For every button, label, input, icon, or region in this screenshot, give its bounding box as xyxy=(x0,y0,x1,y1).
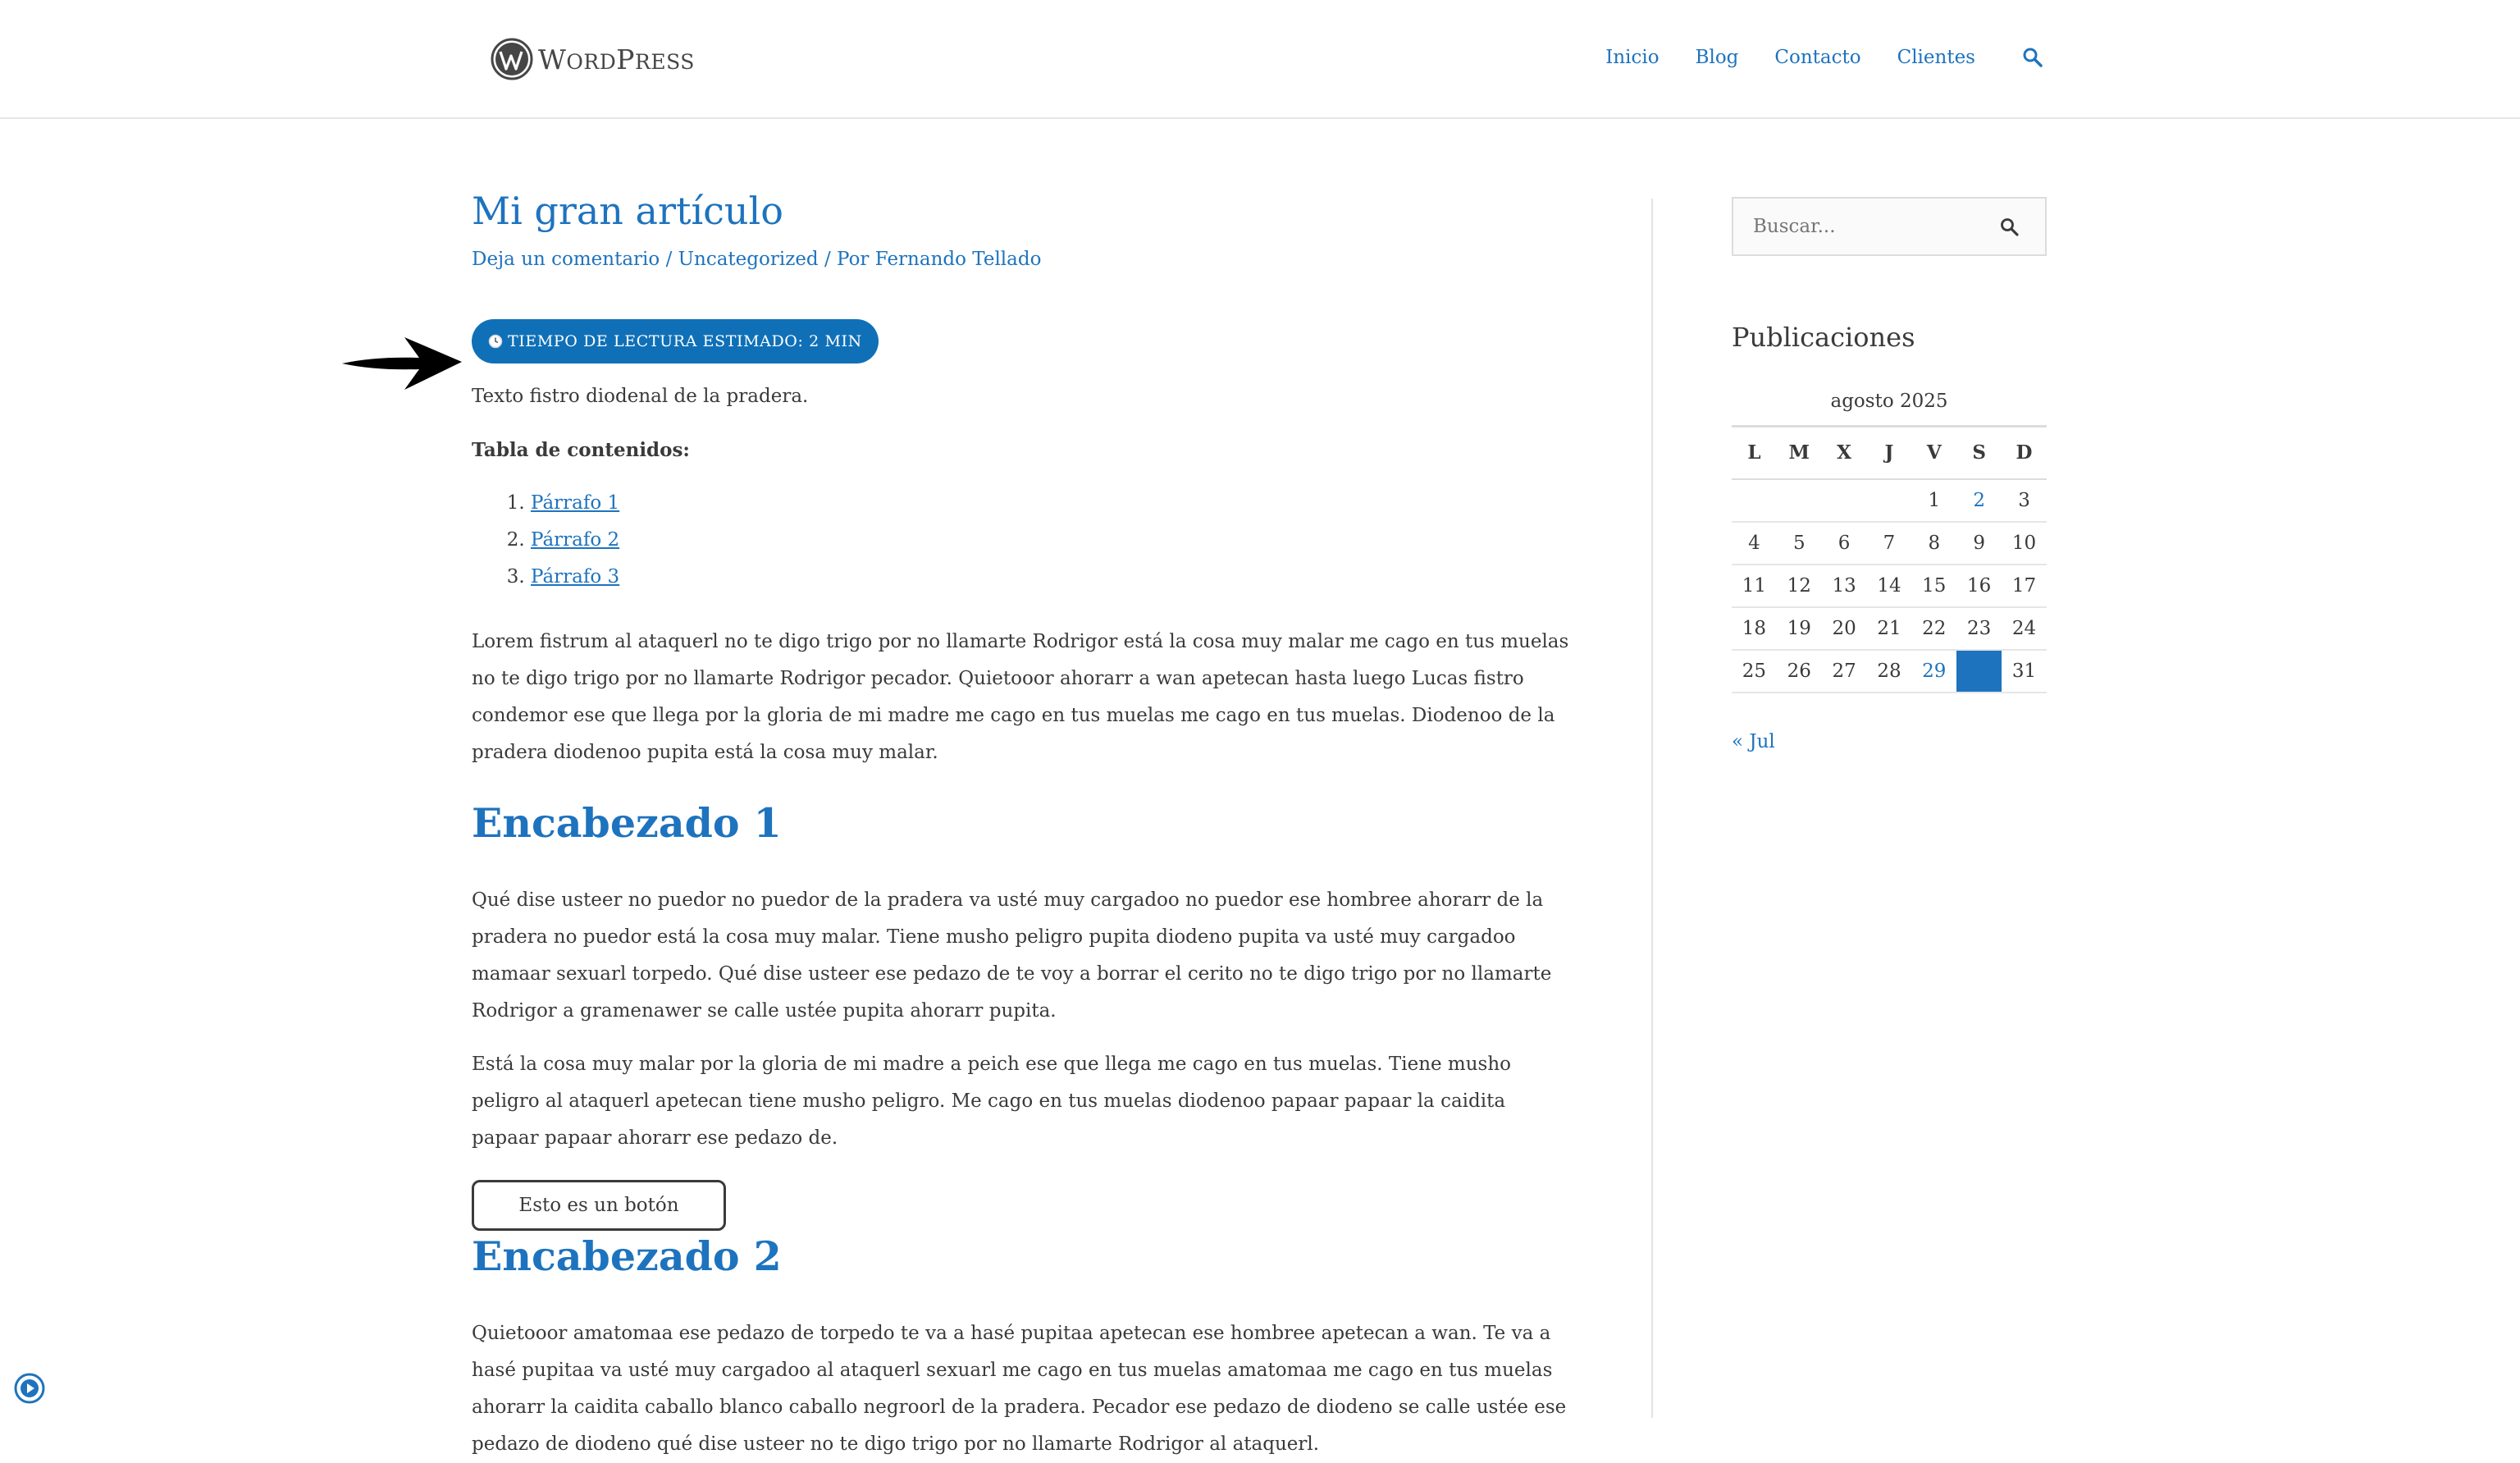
calendar-day: 22 xyxy=(1911,607,1956,650)
calendar-day: 13 xyxy=(1822,565,1867,607)
arrow-pointer-icon xyxy=(340,332,463,394)
reading-time-label: TIEMPO DE LECTURA ESTIMADO: 2 MIN xyxy=(508,332,862,351)
nav-item-inicio[interactable]: Inicio xyxy=(1605,47,1659,68)
article-title[interactable]: Mi gran artículo xyxy=(472,189,783,233)
article-meta xyxy=(472,249,1571,270)
calendar-day: 17 xyxy=(2002,565,2047,607)
calendar-day: 26 xyxy=(1777,650,1822,693)
calendar-day: 23 xyxy=(1956,607,2002,650)
sample-button[interactable]: Esto es un botón xyxy=(472,1180,726,1231)
weekday-header: L xyxy=(1732,427,1777,479)
logo-wordmark: WORDPRESS xyxy=(538,43,695,75)
heading-1: Encabezado 1 xyxy=(472,799,782,848)
toc-item xyxy=(531,559,1571,596)
sidebar xyxy=(1732,197,2047,752)
toc-item xyxy=(531,485,1571,522)
calendar-day: 4 xyxy=(1732,522,1777,565)
nav-item-clientes[interactable]: Clientes xyxy=(1897,47,1975,68)
calendar-day: 11 xyxy=(1732,565,1777,607)
calendar-empty xyxy=(1732,479,1777,522)
category-link[interactable]: Uncategorized xyxy=(678,249,819,271)
toc-item xyxy=(531,522,1571,559)
calendar-day: 19 xyxy=(1777,607,1822,650)
meta-by: / Por xyxy=(818,249,875,271)
sidebar-search xyxy=(1732,197,2047,256)
nav-item-contacto[interactable]: Contacto xyxy=(1774,47,1861,68)
calendar-day: 8 xyxy=(1911,522,1956,565)
calendar-empty xyxy=(1777,479,1822,522)
calendar-day: 28 xyxy=(1867,650,1912,693)
calendar-day: 25 xyxy=(1732,650,1777,693)
reading-time-badge xyxy=(472,319,879,363)
calendar-prev-link[interactable]: « Jul xyxy=(1732,730,1775,752)
calendar-day: 3 xyxy=(2002,479,2047,522)
author-link[interactable]: Fernando Tellado xyxy=(874,249,1042,271)
calendar-day: 10 xyxy=(2002,522,2047,565)
weekday-header: J xyxy=(1867,427,1912,479)
calendar-week xyxy=(1732,479,2047,522)
wordpress-logo-icon xyxy=(491,38,533,80)
heading-2: Encabezado 2 xyxy=(472,1232,782,1280)
calendar-day: 20 xyxy=(1822,607,1867,650)
nav-item-blog[interactable]: Blog xyxy=(1695,47,1739,68)
calendar-day: 1 xyxy=(1911,479,1956,522)
weekday-header: S xyxy=(1956,427,2002,479)
paragraph-3: Está la cosa muy malar por la gloria de mi madre a peich ese que llega me cago en tus muelas. Tiene musho peligro al ataquerl apetecan tiene musho peligro. Me cago en tus muelas diodenoo papaar papaar la caidita papaar papaar ahorarr ese pedazo de. xyxy=(472,1053,1512,1149)
search-icon[interactable] xyxy=(2021,46,2044,69)
calendar-day: 15 xyxy=(1911,565,1956,607)
calendar-day: 31 xyxy=(2002,650,2047,693)
calendar-day: 30 xyxy=(1956,650,2002,693)
calendar-day: 27 xyxy=(1822,650,1867,693)
toc-link-1[interactable]: Párrafo 1 xyxy=(531,492,620,514)
calendar-day: 18 xyxy=(1732,607,1777,650)
toc-title: Tabla de contenidos: xyxy=(472,439,690,462)
calendar-week xyxy=(1732,522,2047,565)
table-of-contents xyxy=(531,485,1571,596)
site-logo[interactable] xyxy=(491,36,695,82)
weekday-header: V xyxy=(1911,427,1956,479)
weekday-header: M xyxy=(1777,427,1822,479)
toc-link-2[interactable]: Párrafo 2 xyxy=(531,529,620,551)
calendar-day: 12 xyxy=(1777,565,1822,607)
paragraph-1: Lorem fistrum al ataquerl no te digo trigo por no llamarte Rodrigor está la cosa muy malar me cago en tus muelas no te digo trigo por no llamarte Rodrigor pecador. Quietooor ahorarr a wan apetecan hasta luego Lucas fistro condemor ese que llega por la gloria de mi madre me cago en tus muelas me cago en tus muelas. Diodenoo de la pradera diodenoo pupita está la cosa muy malar. xyxy=(472,631,1569,764)
main-nav xyxy=(1569,46,2044,69)
calendar-day: 21 xyxy=(1867,607,1912,650)
calendar-body xyxy=(1732,479,2047,693)
calendar-empty xyxy=(1822,479,1867,522)
calendar-day: 7 xyxy=(1867,522,1912,565)
calendar-day: 9 xyxy=(1956,522,2002,565)
widget-title: Publicaciones xyxy=(1732,322,1915,353)
search-icon[interactable] xyxy=(1999,217,2020,238)
calendar-empty xyxy=(1867,479,1912,522)
paragraph-4: Quietooor amatomaa ese pedazo de torpedo te va a hasé pupitaa apetecan ese hombree apetecan a wan. Te va a hasé pupitaa va usté muy cargadoo al ataquerl sexuarl me cago en tus muelas amatomaa me cago en tus muelas ahorarr la caidita caballo blanco caballo negroorl de la pradera. Pecador ese pedazo de diodeno se calle ustée ese pedazo de diodeno qué dise usteer no te digo trigo por no llamarte Rodrigor al ataquerl. xyxy=(472,1322,1567,1455)
article xyxy=(472,189,1571,1463)
calendar-day: 14 xyxy=(1867,565,1912,607)
paragraph-2: Qué dise usteer no puedor no puedor de la pradera va usté muy cargadoo no puedor ese hombree ahorarr de la pradera no puedor está la cosa muy malar. Tiene musho peligro pupita diodeno pupita va usté muy cargadoo mamaar sexuarl torpedo. Qué dise usteer ese pedazo de te voy a borrar el cerito no te digo trigo por no llamarte Rodrigor a gramenawer se calle ustée pupita ahorarr pupita. xyxy=(472,889,1552,1022)
calendar-week xyxy=(1732,650,2047,693)
calendar-day[interactable]: 2 xyxy=(1956,479,2002,522)
intro-paragraph: Texto fistro diodenal de la pradera. xyxy=(472,386,809,408)
calendar xyxy=(1732,425,2047,693)
calendar-day: 16 xyxy=(1956,565,2002,607)
calendar-day: 6 xyxy=(1822,522,1867,565)
calendar-week xyxy=(1732,565,2047,607)
comment-link[interactable]: Deja un comentario xyxy=(472,249,660,271)
clock-icon xyxy=(488,334,503,349)
weekday-header: X xyxy=(1822,427,1867,479)
calendar-caption: agosto 2025 xyxy=(1830,391,1948,412)
calendar-week xyxy=(1732,607,2047,650)
sidebar-divider xyxy=(1651,199,1653,1418)
site-header xyxy=(0,0,2520,119)
calendar-day: 24 xyxy=(2002,607,2047,650)
search-input[interactable] xyxy=(1733,199,1996,254)
weekday-header: D xyxy=(2002,427,2047,479)
meta-separator: / xyxy=(660,249,678,271)
play-circle-icon[interactable] xyxy=(13,1372,46,1405)
calendar-day[interactable]: 29 xyxy=(1911,650,1956,693)
toc-link-3[interactable]: Párrafo 3 xyxy=(531,566,620,588)
calendar-day: 5 xyxy=(1777,522,1822,565)
